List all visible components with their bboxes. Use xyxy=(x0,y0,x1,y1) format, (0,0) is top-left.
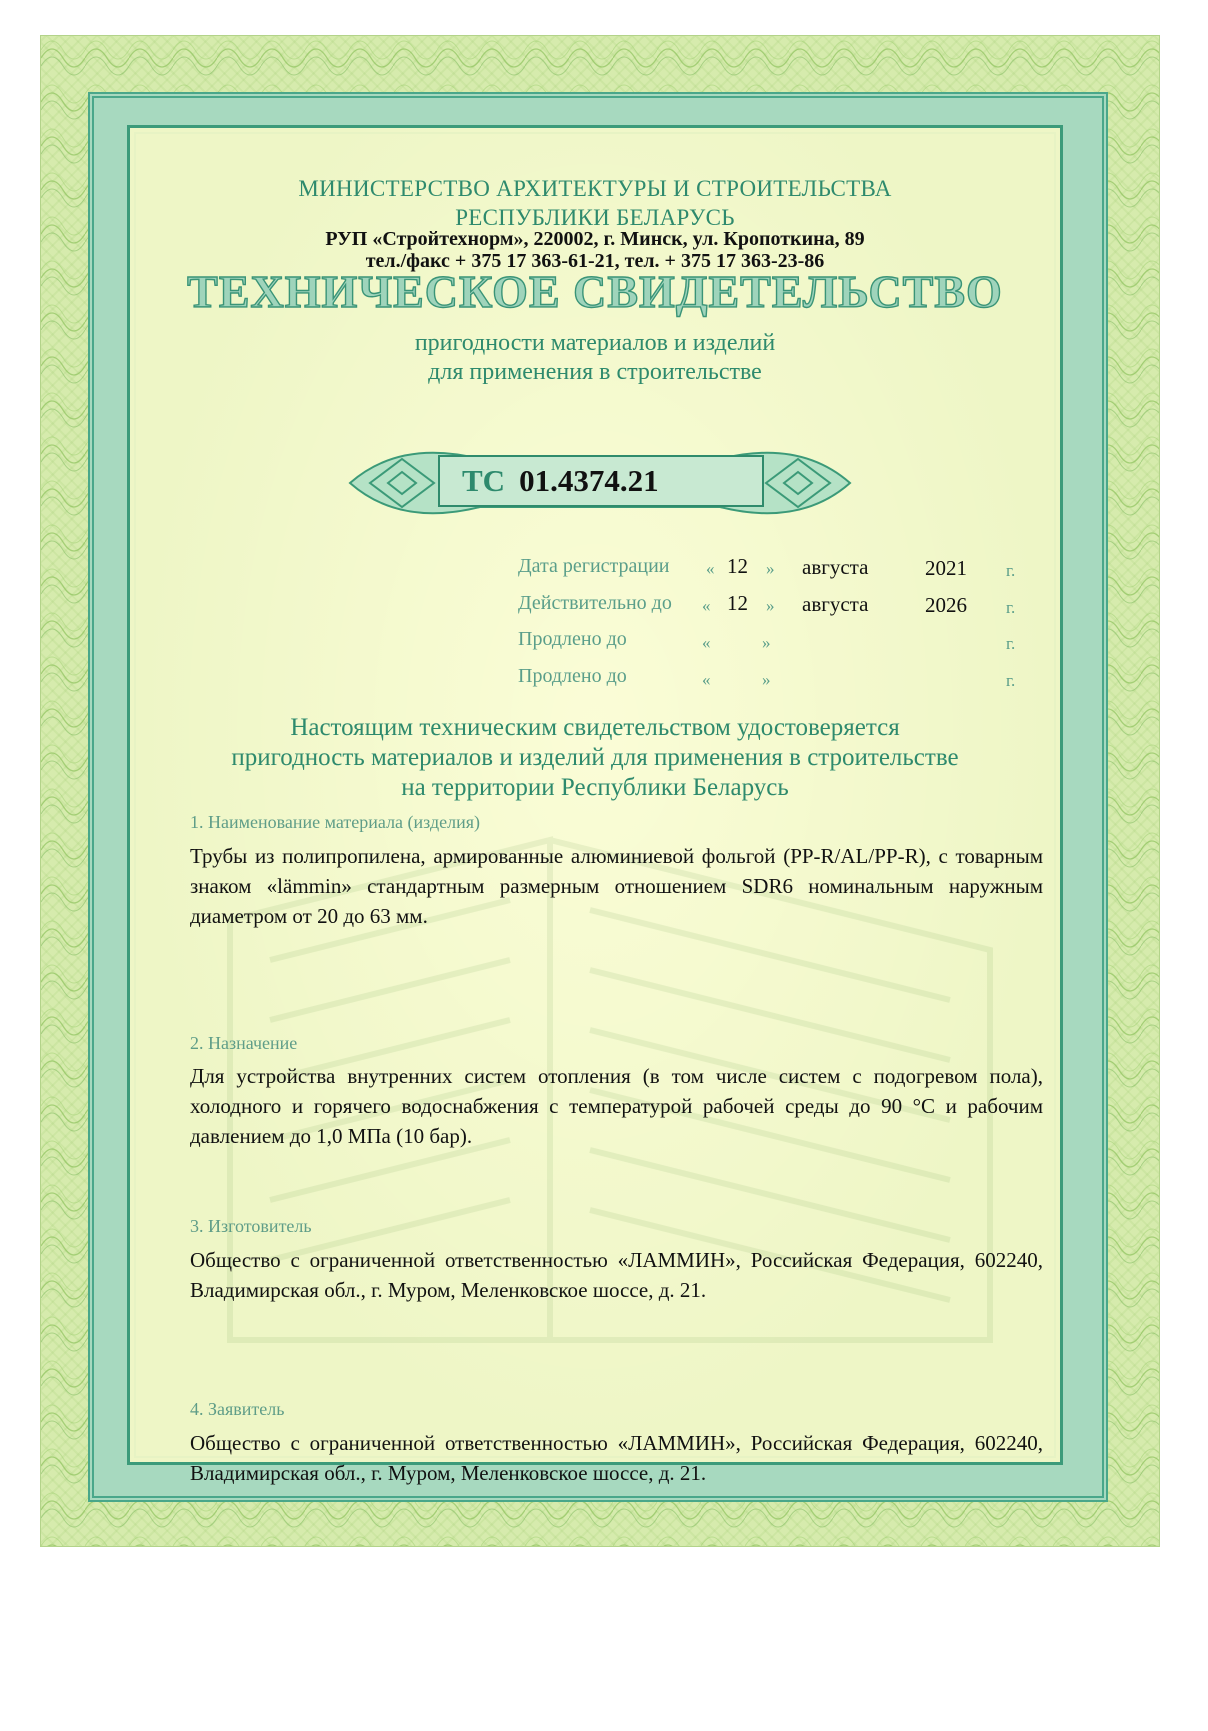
date-suffix: г. xyxy=(1006,671,1016,690)
organization-phones: тел./факс + 375 17 363-61-21, тел. + 375 17 363-23-86 xyxy=(365,250,825,272)
material-name-text: Трубы из полипропилена, армированные алюминиевой фольгой (PP-R/AL/PP-R), с товарным знаком «lämmin» стандартным размерным отношением SDR6 номинальным наружным диаметром от 20 до 63 мм. xyxy=(190,844,1043,928)
section-label: 4. Заявитель xyxy=(190,1399,285,1419)
statement-line-2: пригодность материалов и изделий для применения в строительстве xyxy=(231,744,959,771)
date-label: Дата регистрации xyxy=(518,555,670,577)
date-suffix: г. xyxy=(1006,634,1016,653)
certificate-number-box xyxy=(438,455,764,507)
date-label: Продлено до xyxy=(518,628,627,650)
date-open-quote: « xyxy=(702,670,711,689)
statement-line-3: на территории Республики Беларусь xyxy=(401,774,789,801)
section-label: 1. Наименование материала (изделия) xyxy=(190,812,480,832)
certificate-prefix: ТС xyxy=(462,463,506,498)
date-open-quote: « xyxy=(706,559,715,578)
date-suffix: г. xyxy=(1006,598,1016,617)
date-month: августа xyxy=(802,555,869,579)
purpose-text: Для устройства внутренних систем отопления (в том числе систем с подогревом пола), холодного и горячего водоснабжения с температурой рабочей среды до 90 °С и рабочим давлением до 1,0 МПа (10 бар). xyxy=(190,1064,1043,1148)
date-suffix: г. xyxy=(1006,561,1016,580)
date-day: 12 xyxy=(727,554,748,578)
document-title: ТЕХНИЧЕСКОЕ СВИДЕТЕЛЬСТВО xyxy=(187,266,1003,317)
statement-line-1: Настоящим техническим свидетельством удостоверяется xyxy=(290,714,900,741)
date-close-quote: » xyxy=(766,559,775,578)
date-day: 12 xyxy=(727,591,748,615)
section-label: 2. Назначение xyxy=(190,1033,298,1053)
date-open-quote: « xyxy=(702,596,711,615)
subtitle-line-2: для применения в строительстве xyxy=(428,359,762,385)
date-year: 2021 xyxy=(925,556,967,580)
organization-address: РУП «Стройтехнорм», 220002, г. Минск, ул. Кропоткина, 89 xyxy=(325,228,865,250)
section-label: 3. Изготовитель xyxy=(190,1216,312,1236)
date-open-quote: « xyxy=(702,633,711,652)
certificate-number: 01.4374.21 xyxy=(519,463,659,498)
date-label: Продлено до xyxy=(518,665,627,687)
date-close-quote: » xyxy=(762,670,771,689)
date-year: 2026 xyxy=(925,593,967,617)
date-label: Действительно до xyxy=(518,592,672,614)
manufacturer-text: Общество с ограниченной ответственностью «ЛАММИН», Российская Федерация, 602240, Владимирская обл., г. Муром, Меленковское шоссе, д. 21. xyxy=(190,1248,1043,1302)
subtitle-line-1: пригодности материалов и изделий xyxy=(414,330,776,356)
ministry-line-1: МИНИСТЕРСТВО АРХИТЕКТУРЫ И СТРОИТЕЛЬСТВА xyxy=(298,176,892,201)
date-close-quote: » xyxy=(762,633,771,652)
date-month: августа xyxy=(802,592,869,616)
applicant-text: Общество с ограниченной ответственностью «ЛАММИН», Российская Федерация, 602240, Владимирская обл., г. Муром, Меленковское шоссе, д. 21. xyxy=(190,1431,1043,1485)
date-close-quote: » xyxy=(766,596,775,615)
ministry-line-2: РЕСПУБЛИКИ БЕЛАРУСЬ xyxy=(455,205,735,230)
certificate-number-badge xyxy=(340,445,860,521)
